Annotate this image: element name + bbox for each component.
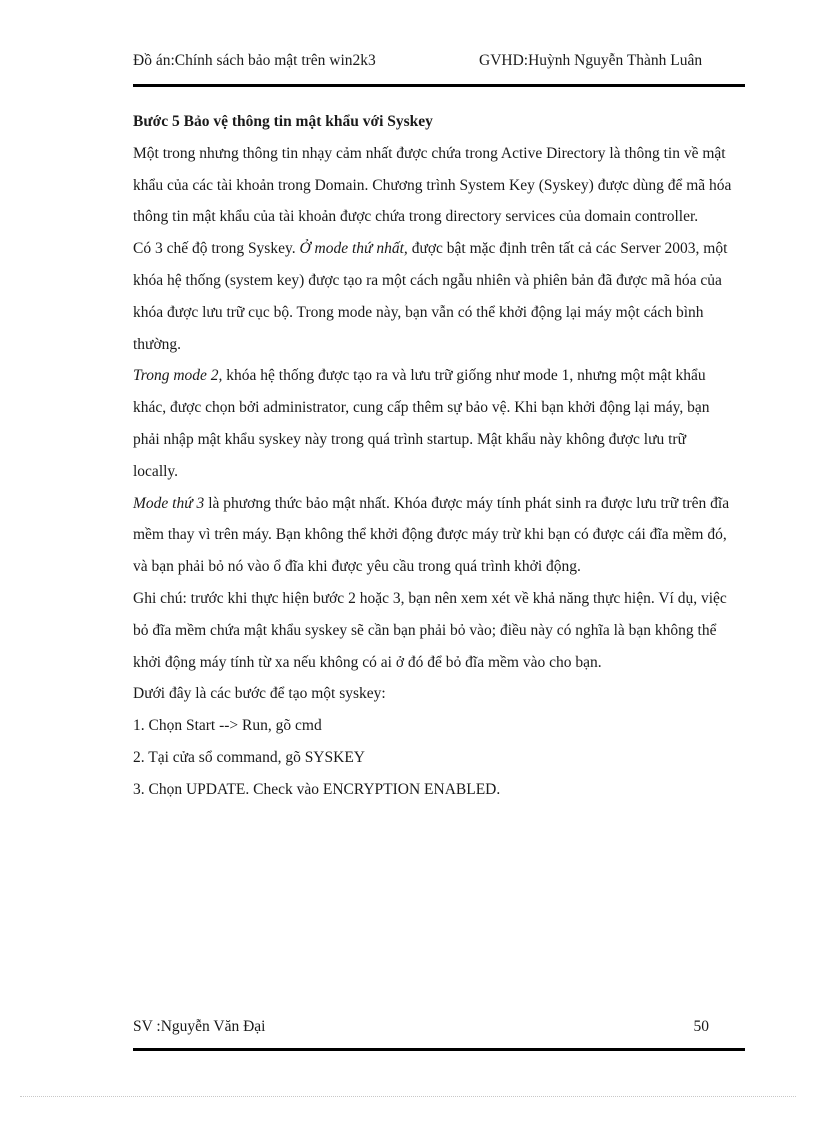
paragraph-mode1 xyxy=(133,233,733,360)
mode3-text: là phương thức bảo mật nhất. Khóa được máy tính phát sinh ra được lưu trữ trên đĩa mềm thay vì trên máy. Bạn không thể khởi động được máy trừ khi bạn có được cái đĩa mềm đó, và bạn phải bỏ nó vào ổ đĩa khi được yêu cầu trong quá trình khởi động. xyxy=(133,494,730,576)
header-advisor: GVHD:Huỳnh Nguyễn Thành Luân xyxy=(479,52,703,69)
mode1-text: được bật mặc định trên tất cả các Server 2003, một khóa hệ thống (system key) được tạo ra một cách ngẫu nhiên và phiên bản đã được mã hóa của khóa được lưu trữ cục bộ. Trong mode này, bạn vẫn có thể khởi động lại máy một cách bình thường. xyxy=(133,240,728,353)
mode1-label: Ở mode thứ nhất, xyxy=(299,240,408,258)
header-rule xyxy=(133,84,745,87)
mode1-lead: Có 3 chế độ trong Syskey. xyxy=(133,240,300,258)
section-title: Bước 5 Bảo vệ thông tin mật khẩu với Syskey xyxy=(133,113,433,130)
page-number: 50 xyxy=(693,1018,709,1035)
footer-student: SV :Nguyễn Văn Đại xyxy=(133,1018,266,1035)
step-item: 2. Tại cửa sổ command, gõ SYSKEY xyxy=(133,748,365,766)
paragraph-intro: Một trong nhưng thông tin nhạy cảm nhất được chứa trong Active Directory là thông tin về mật khẩu của các tài khoản trong Domain. Chương trình System Key (Syskey) được dùng để mã hóa thông tin mật khẩu của tài khoản được chứa trong directory services của domain controller. xyxy=(133,144,732,226)
header-title: Đồ án:Chính sách bảo mật trên win2k3 xyxy=(133,52,376,69)
footer-rule xyxy=(133,1048,745,1051)
paragraph-steps-intro: Dưới đây là các bước để tạo một syskey: xyxy=(133,685,386,703)
page-footer xyxy=(133,1018,745,1042)
document-body xyxy=(133,106,733,806)
page-header xyxy=(133,52,745,76)
mode2-text: khóa hệ thống được tạo ra và lưu trữ giống như mode 1, nhưng một mật khẩu khác, được chọn bởi administrator, cung cấp thêm sự bảo vệ. Khi bạn khởi động lại máy, bạn phải nhập mật khẩu syskey này trong quá trình startup. Mật khẩu này không được lưu trữ locally. xyxy=(133,367,710,480)
paragraph-note: Ghi chú: trước khi thực hiện bước 2 hoặc 3, bạn nên xem xét về khả năng thực hiện. Ví dụ, việc bỏ đĩa mềm chứa mật khẩu syskey sẽ cần bạn phải bỏ vào; điều này có nghĩa là bạn không thể khởi động máy tính từ xa nếu không có ai ở đó để bỏ đĩa mềm vào cho bạn. xyxy=(133,589,727,671)
step-item: 1. Chọn Start --> Run, gõ cmd xyxy=(133,717,322,735)
step-item: 3. Chọn UPDATE. Check vào ENCRYPTION ENABLED. xyxy=(133,780,501,798)
page-boundary xyxy=(20,1096,796,1097)
paragraph-mode2 xyxy=(133,360,733,487)
paragraph-mode3 xyxy=(133,488,733,583)
mode2-label: Trong mode 2, xyxy=(133,367,223,385)
mode3-label: Mode thứ 3 xyxy=(133,494,205,512)
